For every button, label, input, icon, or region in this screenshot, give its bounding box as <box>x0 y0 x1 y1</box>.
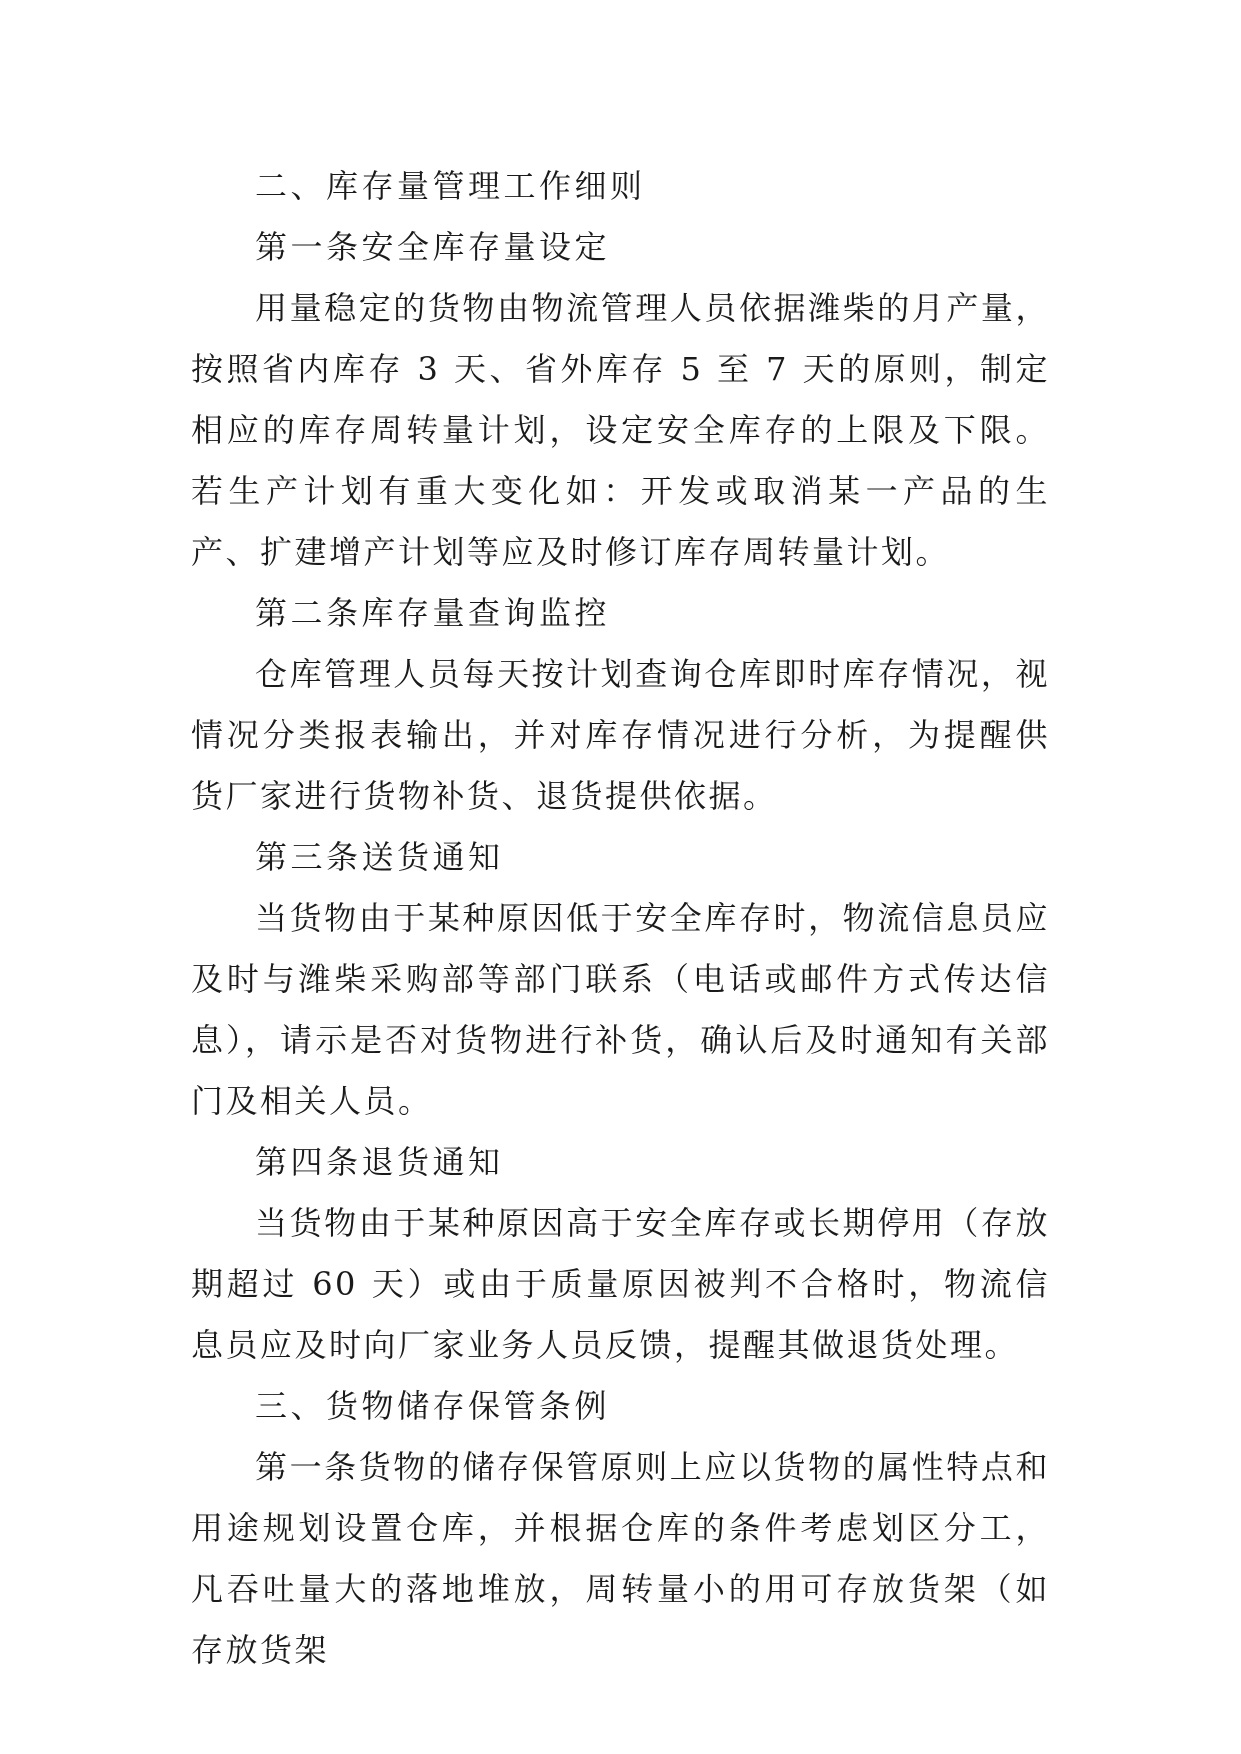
section-heading-storage-regulations: 三、货物储存保管条例 <box>255 1387 611 1425</box>
paragraph-safety-stock: 用量稳定的货物由物流管理人员依据潍柴的月产量，按照省内库存 3 天、省外库存 5 至 7 天的原则，制定相应的库存周转量计划，设定安全库存的上限及下限。若生产计划有重大变化如：开发或取消某一产品的生产、扩建增产计划等应及时修订库存周转量计划。 <box>191 289 1050 571</box>
article-heading-delivery-notice: 第三条送货通知 <box>255 838 504 876</box>
paragraph-delivery-notice: 当货物由于某种原因低于安全库存时，物流信息员应及时与潍柴采购部等部门联系（电话或邮件方式传达信息），请示是否对货物进行补货，确认后及时通知有关部门及相关人员。 <box>191 899 1050 1120</box>
document-body <box>191 156 1050 1681</box>
paragraph-storage-principle: 第一条货物的储存保管原则上应以货物的属性特点和用途规划设置仓库，并根据仓库的条件考虑划区分工，凡吞吐量大的落地堆放，周转量小的用可存放货架（如存放货架 <box>191 1448 1050 1669</box>
article-heading-stock-monitoring: 第二条库存量查询监控 <box>255 594 611 632</box>
article-heading-safety-stock: 第一条安全库存量设定 <box>255 228 611 266</box>
paragraph-stock-monitoring: 仓库管理人员每天按计划查询仓库即时库存情况，视情况分类报表输出，并对库存情况进行分析，为提醒供货厂家进行货物补货、退货提供依据。 <box>191 655 1050 815</box>
section-heading-inventory-rules: 二、库存量管理工作细则 <box>255 167 646 205</box>
paragraph-return-notice: 当货物由于某种原因高于安全库存或长期停用（存放期超过 60 天）或由于质量原因被判不合格时，物流信息员应及时向厂家业务人员反馈，提醒其做退货处理。 <box>191 1204 1050 1364</box>
article-heading-return-notice: 第四条退货通知 <box>255 1143 504 1181</box>
